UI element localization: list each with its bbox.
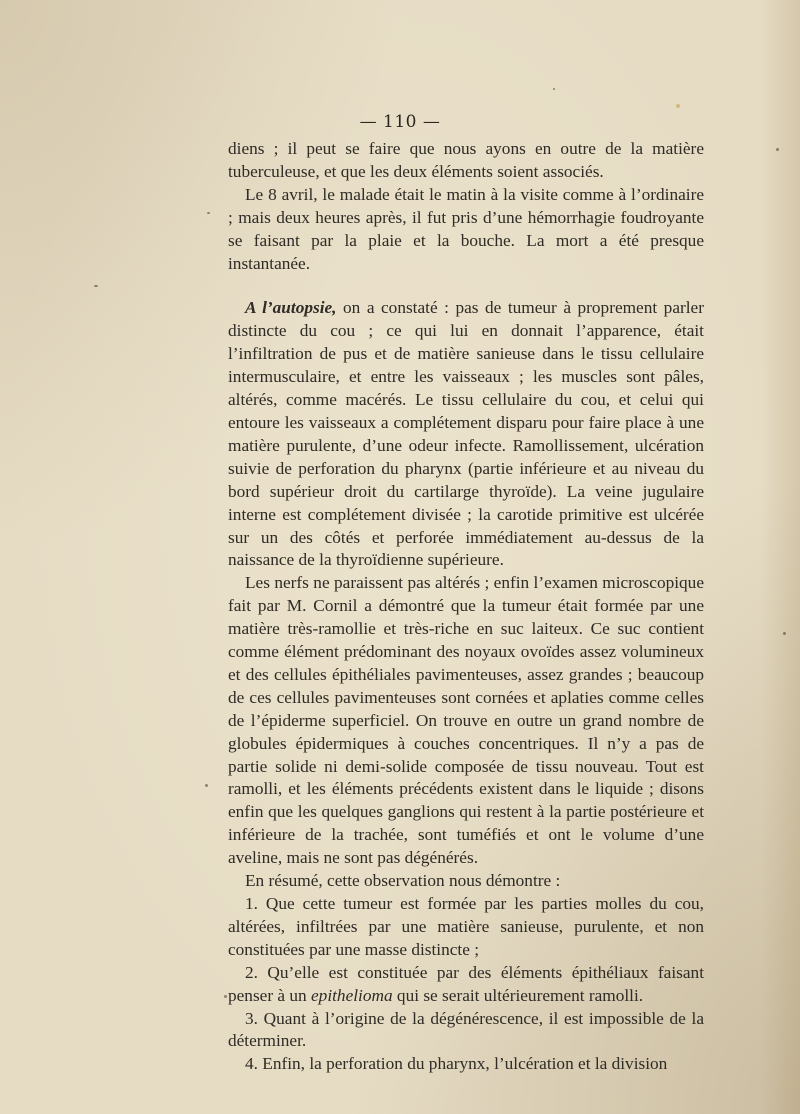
paragraph-point-4: 4. Enfin, la perforation du pharynx, l’ulcération et la division [245,1054,668,1074]
page-number: — 110 — [359,112,441,132]
body-text [228,138,704,1076]
paragraph-microscopy: Les nerfs ne paraissent pas altérés ; enfin l’examen microscopique fait par M. Cornil a démontré que la tumeur était formée par une matière très-ramollie et très-riche en suc laiteux. Ce suc contient comme élément prédominant des noyaux ovoïdes assez volumineux et des cellules épithéliales pavimenteuses, assez grandes ; beaucoup de ces cellules pavimenteuses sont cornées et aplaties comme celles de l’épiderme superficiel. On trouve en outre un grand nombre de globules épidermiques à couches concentriques. Il n’y a pas de partie solide ni demi-solide composée de tissu nouveau. Tout est ramolli, et les éléments précédents existent dans le liquide ; disons enfin que les quelques ganglions qui restent à la partie postérieure et inférieure de la trachée, sont tuméfiés et ont le volume d’une aveline, mais ne sont pas dégénérés. [228,573,704,868]
epithelioma-term: epithelioma [311,985,393,1005]
point-2-text-start: 2. Qu’elle est constituée par des éléments épithéliaux faisant penser à un [228,962,704,1005]
autopsy-lead-in: A l’autopsie, [245,298,337,318]
paragraph-april-8: Le 8 avril, le malade était le matin à la visite comme à l’ordinaire ; mais deux heures après, il fut pris d’une hémorrhagie foudroyante se faisant par la plaie et la bouche. La mort a été presque instantanée. [228,184,704,273]
point-2-text-end: qui se serait ultérieurement ramolli. [392,985,644,1005]
paragraph-continuation: diens ; il peut se faire que nous ayons en outre de la matière tuberculeuse, et que les deux éléments soient associés. [228,139,704,181]
paper-speck [205,784,208,787]
paper-speck [553,88,555,90]
paragraph-summary-intro: En résumé, cette observation nous démontre : [245,871,561,891]
paper-speck [224,995,227,998]
paragraph-point-3: 3. Quant à l’origine de la dégénérescence, il est impossible de la déterminer. [228,1008,704,1051]
paper-speck [207,212,210,214]
paragraph-point-1: 1. Que cette tumeur est formée par les parties molles du cou, altérées, infiltrées par une matière sanieuse, purulente, et non constituées par une masse distincte ; [228,894,704,959]
paper-speck [676,104,680,108]
paragraph-point-2 [228,962,704,1008]
page-edge-shadow [760,0,800,1114]
paper-speck [776,148,779,151]
autopsy-text: on a constaté : pas de tumeur à proprement parler distincte du cou ; ce qui lui en donnait l’apparence, était l’infiltration de pus et de matière sanieuse dans le tissu cellulaire intermusculaire, et entre les vaisseaux ; les muscles sont pâles, altérés, comme macérés. Le tissu cellulaire du cou, et celui qui entoure les vaisseaux a complétement disparu pour faire place à une matière purulente, d’une odeur infecte. Ramollissement, ulcération suivie de perforation du pharynx (partie inférieure et au niveau du bord supérieur droit du cartilarge thyroïde). La veine jugulaire interne est complétement divisée ; la carotide primitive est ulcérée sur un des côtés et perforée immédiatement au-dessus de la naissance de la thyroïdienne supérieure. [228,298,704,570]
paper-speck [783,632,786,635]
paper-speck [94,285,98,287]
paragraph-autopsy [228,297,704,572]
